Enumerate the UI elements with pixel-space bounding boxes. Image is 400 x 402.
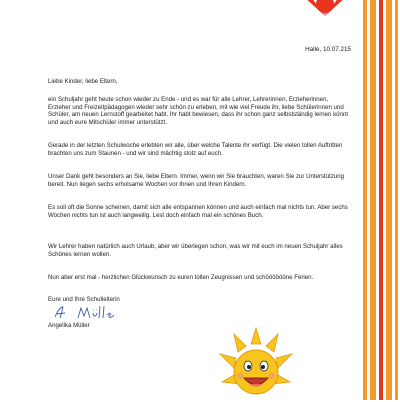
paragraph-4: Es soll oft die Sonne scheinen, damit sich alle entspannen können und auch einfach mal nichts tun. Aber sechs Wochen nichts tun ist auch langweilig. Lest doch einfach mal ein schönes Buch. [48,204,348,219]
salutation: Liebe Kinder, liebe Eltern, [48,78,118,85]
closing: Eure und Ihre Schulleiterin [48,296,120,303]
letter-date: Halle, 10.07.215 [305,46,351,53]
signer-name: Angelika Müller [48,322,90,329]
paragraph-1: ein Schuljahr geht heute schon wieder zu Ende - und es war für alle Lehrer, Lehrerinnen, Erzieherinnen, Erzieher und Freizeitpädagogen wieder sehr schön zu erleben, mit wie viel Freude ihr, liebe Schülerinnen und Schüler, am neuen Lernstoff gearbeitet habt. Ihr habt bewiesen, dass ihr schon ganz selbstständig lernen könnt und auch eure Mitschüler immer unterstützt. [48,96,349,126]
paragraph-5: Wir Lehrer haben natürlich auch Urlaub, aber wir überlegen schon, was wir mit euch im neuen Schuljahr alles Schönes lernen wollen. [48,243,343,258]
sun-icon [303,0,347,16]
paragraph-3: Unser Dank geht besonders an Sie, liebe Eltern. Immer, wenn wir Sie brauchten, waren Sie zur Unterstützung bereit. Nun liegen sechs erholsame Wochen vor Ihnen und Ihren Kindern. [48,173,345,188]
decorative-stripes [360,0,400,400]
paragraph-2: Gerade in der letzten Schulwoche erlebten wir alle, über welche Talente ihr verfügt. Die vielen tollen Auftritten brachten uns zum Staunen - und wir sind mächtig stolz auf euch. [48,142,343,157]
sun-mascot-icon [216,326,296,402]
signature [52,304,132,320]
paragraph-6: Nun aber erst mal - herzlichen Glückwunsch zu euren tollen Zeugnissen und schööööööne Ferien. [48,274,314,281]
